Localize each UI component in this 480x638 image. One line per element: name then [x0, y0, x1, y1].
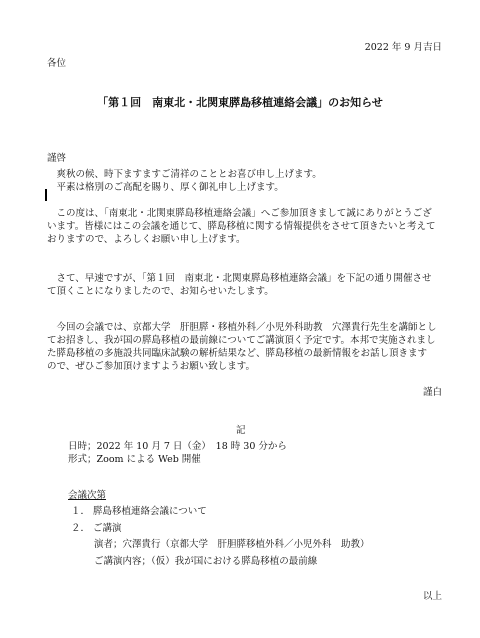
agenda-item-text: 膵島移植連絡会議について [93, 506, 207, 517]
document-title: 「第１回 南東北・北関東膵島移植連絡会議」のお知らせ [97, 96, 383, 109]
paragraph-line: おりますので、よろしくお願い申し上げます。 [47, 234, 246, 245]
paragraph-line: います。皆様にはこの会議を通じて、膵島移植に関する情報提供をさせて頂きたいと考えて [47, 221, 436, 232]
text-cursor [45, 189, 47, 201]
paragraph-line: この度は、「南東北・北関東膵島移植連絡会議」へご参加頂きまして誠にありがとうござ [47, 208, 432, 219]
end-mark: 以上 [422, 591, 442, 602]
agenda-item-number: １． [70, 506, 90, 517]
paragraph-line: て頂くことになりましたので、お知らせいたします。 [47, 286, 274, 297]
addressee: 各位 [47, 58, 67, 69]
agenda-item [68, 522, 370, 539]
closing-word: 謹白 [422, 387, 442, 398]
agenda-item-text: ご講演 [93, 522, 122, 534]
paragraph-line: た膵島移植の多施設共同臨床試験の解析結果など、膵島移植の最新情報をお話し頂きます [47, 348, 428, 359]
paragraph-line: てお招きし、我が国の膵島移植の最前線についてご講演頂く予定です。本邦で実施されまし [47, 335, 436, 346]
salutation: 謹啓 [47, 153, 67, 164]
event-datetime: 日時；2022 年 10 月 7 日（金） 18 時 30 分から [68, 441, 287, 452]
document-date: 2022 年 9 月吉日 [364, 42, 442, 53]
paragraph-line: ので、ぜひご参加頂けますようお願い致します。 [47, 361, 256, 372]
greeting-line: 爽秋の候、時下ますますご清祥のこととお喜び申し上げます。 [47, 169, 322, 180]
greeting-paragraph [47, 168, 443, 194]
greeting-line: 平素は格別のご高配を賜り、厚く御礼申し上げます。 [47, 182, 284, 193]
event-format: 形式；Zoom による Web 開催 [68, 454, 201, 465]
lecture-paragraph [47, 321, 443, 373]
paragraph-line: さて、早速ですが、「第１回 南東北・北関東膵島移植連絡会議」を下記の通り開催させ [47, 273, 432, 284]
agenda-item-number: ２． [70, 522, 90, 534]
notice-paragraph [47, 272, 443, 298]
paragraph-line: 今回の会議では、京都大学 肝胆膵・移植外科／小児外科助教 穴澤貴行先生を講師とし [47, 322, 437, 333]
agenda-heading: 会議次第 [68, 490, 107, 501]
agenda-list [68, 505, 370, 571]
agenda-lecture-content: ご講演内容；（仮）我が国における膵島移植の最前線 [94, 555, 318, 567]
intro-paragraph [47, 207, 443, 246]
agenda-speaker: 演者；穴澤貴行（京都大学 肝胆膵移植外科／小児外科 助教） [94, 539, 370, 550]
agenda-item [68, 505, 370, 522]
event-details [68, 440, 287, 466]
ki-heading: 記 [236, 425, 246, 436]
